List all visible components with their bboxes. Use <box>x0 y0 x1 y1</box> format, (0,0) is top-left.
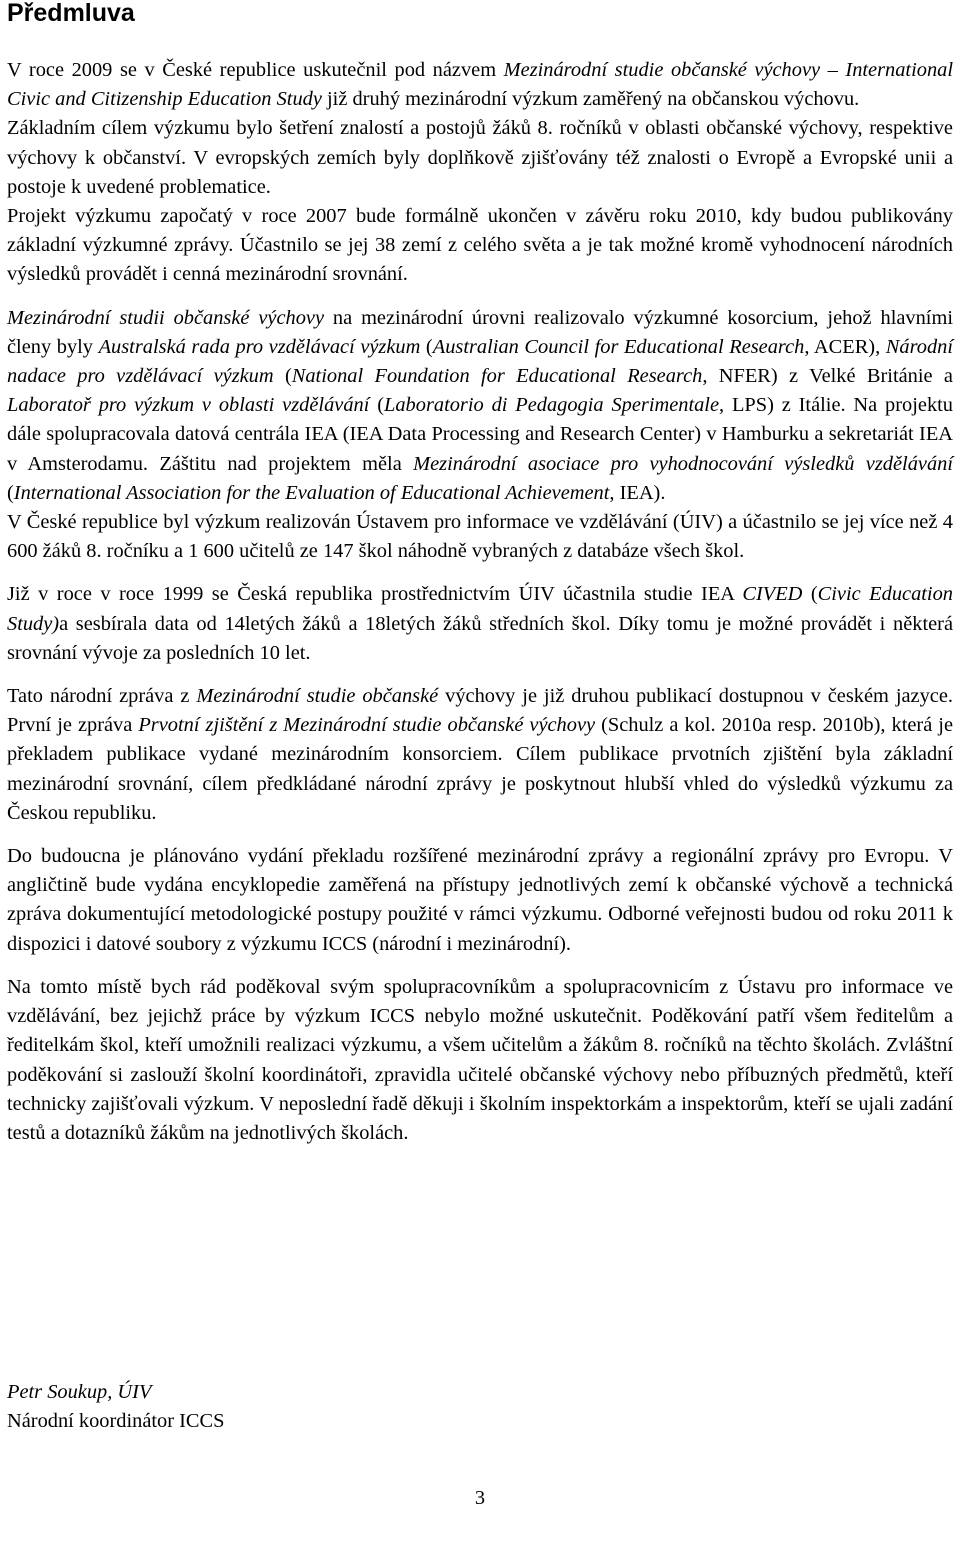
document-body <box>7 56 953 1148</box>
paragraph-national-report: Tato národní zpráva z Mezinárodní studie občanské výchovy je již druhou publikací dostupnou v českém jazyce. První je zpráva Prvotní zjištění z Mezinárodní studie občanské výchovy (Schulz a kol. 2010a resp. 2010b), která je překladem publikace vydané mezinárodním konsorciem. Cílem publikace prvotních zjištění byla základní mezinárodní srovnání, cílem předkládané národní zprávy je poskytnout hlubší vhled do výsledků výzkumu za Českou republiku. <box>7 685 953 824</box>
paragraph-consortium: Mezinárodní studii občanské výchovy na mezinárodní úrovni realizovalo výzkumné kosorcium, jehož hlavními členy byly Australská rada pro vzdělávací výzkum (Australian Council for Educational Research, ACER), Národní nadace pro vzdělávací výzkum (National Foundation for Educational Research, NFER) z Velké Británie a Laboratoř pro výzkum v oblasti vzdělávání (Laboratorio di Pedagogia Sperimentale, LPS) z Itálie. Na projektu dále spolupracovala datová centrála IEA (IEA Data Processing and Research Center) v Hamburku a sekretariát IEA v Amsterodamu. Záštitu nad projektem měla Mezinárodní asociace pro vyhodnocování výsledků vzdělávání (International Association for the Evaluation of Educational Achievement, IEA). V České republice byl výzkum realizován Ústavem pro informace ve vzdělávání (ÚIV) a účastnilo se jej více než 4 600 žáků 8. ročníku a 1 600 učitelů ze 147 škol náhodně vybraných z databáze všech škol. <box>7 306 954 563</box>
page-number: 3 <box>474 1487 486 1509</box>
signature-name: Petr Soukup, ÚIV <box>7 1381 152 1403</box>
signature-block <box>7 1378 224 1436</box>
paragraph-intro: V roce 2009 se v České republice uskutečnil pod názvem Mezinárodní studie občanské výchovy – International Civic and Citizenship Education Study již druhý mezinárodní výzkum zaměřený na občanskou výchovu. Základním cílem výzkumu bylo šetření znalostí a postojů žáků 8. ročníků v oblasti občanské výchovy, respektive výchovy k občanství. V evropských zemích byly doplňkově zjišťovány též znalosti o Evropě a Evropské unii a postoje k uvedené problematice. Projekt výzkumu započatý v roce 2007 bude formálně ukončen v závěru roku 2010, kdy budou publikovány základní výzkumné zprávy. Účastnilo se jej 38 zemí z celého světa a je tak možné kromě vyhodnocení národních výsledků provádět i cenná mezinárodní srovnání. <box>7 59 954 286</box>
paragraph-cived: Již v roce v roce 1999 se Česká republika prostřednictvím ÚIV účastnila studie IEA CIVED (Civic Education Study)a sesbírala data od 14letých žáků a 18letých žáků středních škol. Díky tomu je možné provádět i některá srovnání vývoje za posledních 10 let. <box>7 583 953 664</box>
page-title: Předmluva <box>7 0 135 27</box>
paragraph-thanks: Na tomto místě bych rád poděkoval svým spolupracovníkům a spolupracovnicím z Ústavu pro informace ve vzdělávání, bez jejichž práce by výzkum ICCS nebylo možné uskutečnit. Poděkování patří všem ředitelům a ředitelkám škol, kteří umožnili realizaci výzkumu, a všem učitelům a žákům 8. ročníků na těchto školách. Zvláštní poděkování si zaslouží školní koordinátoři, zpravidla učitelé občanské výchovy nebo příbuzných předmětů, kteří technicky zajišťovali výzkum. V neposlední řadě děkuji i školním inspektorkám a inspektorům, kteří se ujali zadání testů a dotazníků žákům na jednotlivých školách. <box>7 975 953 1144</box>
paragraph-future: Do budoucna je plánováno vydání překladu rozšířené mezinárodní zprávy a regionální zprávy pro Evropu. V angličtině bude vydána encyklopedie zaměřená na přístupy jednotlivých zemí k občanské výchově a technická zpráva dokumentující metodologické postupy použité v rámci výzkumu. Odborné veřejnosti budou od roku 2011 k dispozici i datové soubory z výzkumu ICCS (národní i mezinárodní). <box>7 845 953 955</box>
signature-role: Národní koordinátor ICCS <box>7 1410 225 1433</box>
